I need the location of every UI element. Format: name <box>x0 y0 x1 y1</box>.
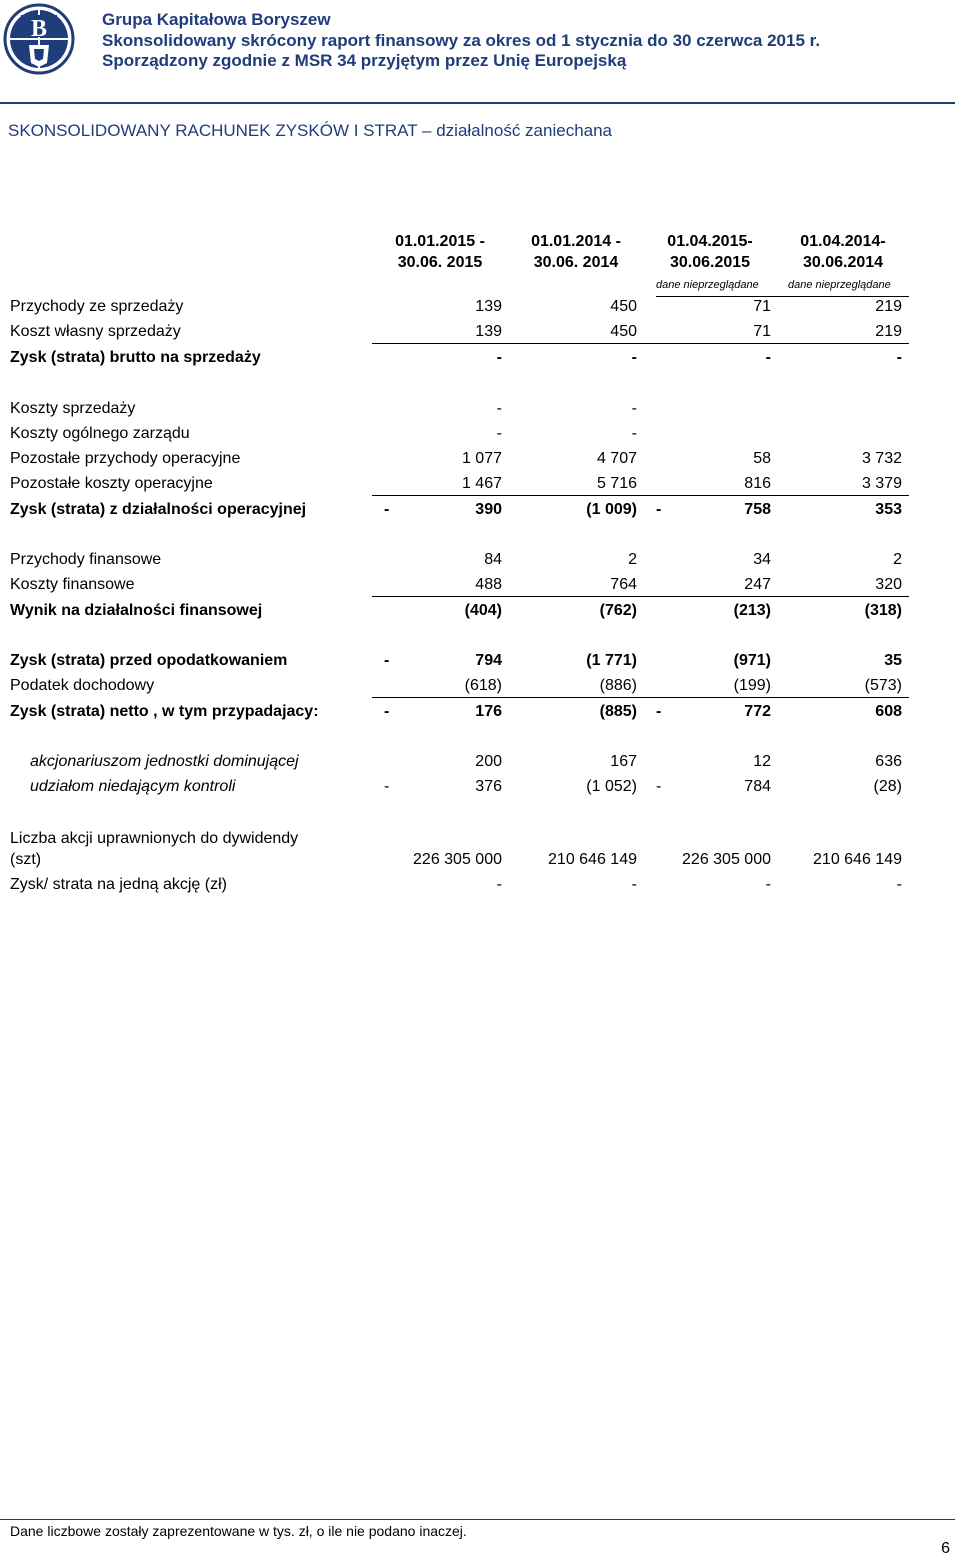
row-label: Pozostałe przychody operacyjne <box>10 450 241 467</box>
page-title: SKONSOLIDOWANY RACHUNEK ZYSKÓW I STRAT – działalność zaniechana <box>8 121 613 140</box>
report-standard: Sporządzony zgodnie z MSR 34 przyjętym przez Unię Europejską <box>102 51 627 70</box>
row-value-2: - <box>631 349 637 366</box>
shares-value-3: 226 305 000 <box>682 851 771 868</box>
row-label: Przychody ze sprzedaży <box>10 298 184 315</box>
row-value-3: 34 <box>753 551 771 568</box>
footer-note: Dane liczbowe zostały zaprezentowane w tys. zł, o ile nie podano inaczej. <box>10 1523 467 1539</box>
row-value-2: 4 707 <box>596 450 637 467</box>
table-row <box>0 775 960 800</box>
row-value-4: 3 732 <box>861 450 902 467</box>
row-value-3: 58 <box>753 450 771 467</box>
row-value-3: (213) <box>733 602 771 619</box>
company-name: Grupa Kapitałowa Boryszew <box>102 10 331 29</box>
row-label: udziałom niedającym kontroli <box>30 778 236 795</box>
row-value-4: - <box>896 349 902 366</box>
shares-value-2: 210 646 149 <box>548 851 637 868</box>
row-value-1: 390 <box>475 501 502 518</box>
row-value-4: 353 <box>875 501 902 518</box>
row-label: Podatek dochodowy <box>10 677 155 694</box>
row-label: Zysk (strata) przed opodatkowaniem <box>10 652 288 669</box>
row-value-1: 200 <box>475 753 502 770</box>
row-value-2: 167 <box>610 753 637 770</box>
row-value-2: (1 052) <box>586 778 637 795</box>
row-value-1: - <box>496 876 502 893</box>
row-value-4: 219 <box>875 323 902 340</box>
row-value-3: 784 <box>744 778 771 795</box>
row-value-1: - <box>496 349 502 366</box>
row-value-2: (886) <box>599 677 637 694</box>
table-row <box>0 873 960 898</box>
row-value-2: (1 009) <box>586 501 637 518</box>
row-value-3: 12 <box>753 753 771 770</box>
row-label: Przychody finansowe <box>10 551 162 568</box>
table-row <box>0 422 960 447</box>
shares-value-4: 210 646 149 <box>813 851 902 868</box>
table-row <box>0 750 960 775</box>
row-value-4: 35 <box>884 652 902 669</box>
row-dash-3: - <box>656 778 662 795</box>
row-value-2: 2 <box>628 551 637 568</box>
row-value-4: (318) <box>864 602 902 619</box>
row-value-2: 450 <box>610 323 637 340</box>
row-value-3: 247 <box>744 576 771 593</box>
row-value-3: 772 <box>744 703 771 720</box>
row-value-1: 376 <box>475 778 502 795</box>
subtotal-rule <box>372 495 909 496</box>
table-row <box>0 599 960 624</box>
shares-label-line2: (szt) <box>10 851 42 868</box>
row-value-1: 139 <box>475 323 502 340</box>
logo-letter: B <box>30 16 48 42</box>
report-header <box>102 10 820 72</box>
table-row <box>0 700 960 725</box>
row-value-4: 608 <box>875 703 902 720</box>
row-value-4: 636 <box>875 753 902 770</box>
row-value-2: 450 <box>610 298 637 315</box>
row-value-4: 219 <box>875 298 902 315</box>
row-value-4: 2 <box>893 551 902 568</box>
unreviewed-note-3: dane nieprzeglądane <box>656 279 759 291</box>
unreviewed-note-4: dane nieprzeglądane <box>788 279 891 291</box>
column-header-4: 01.04.2014- 30.06.2014 <box>800 233 886 271</box>
row-value-1: - <box>496 425 502 442</box>
row-value-1: 139 <box>475 298 502 315</box>
row-label: Zysk (strata) netto , w tym przypadajacy: <box>10 703 319 720</box>
row-value-4: 3 379 <box>861 475 902 492</box>
row-value-1: 1 467 <box>461 475 502 492</box>
table-row <box>0 447 960 472</box>
row-dash-1: - <box>384 652 390 669</box>
table-row <box>0 320 960 345</box>
row-dash-3: - <box>656 703 662 720</box>
row-label: Koszty finansowe <box>10 576 135 593</box>
table-row-shares <box>0 848 960 873</box>
row-dash-1: - <box>384 703 390 720</box>
row-value-3: 758 <box>744 501 771 518</box>
row-label: akcjonariuszom jednostki dominującej <box>30 753 299 770</box>
row-label: Koszty ogólnego zarządu <box>10 425 190 442</box>
table-row <box>0 573 960 598</box>
table-row <box>0 295 960 320</box>
column-header-1: 01.01.2015 - 30.06. 2015 <box>395 233 485 271</box>
table-row <box>0 397 960 422</box>
row-value-1: 84 <box>484 551 502 568</box>
row-label: Zysk/ strata na jedną akcję (zł) <box>10 876 227 893</box>
row-value-1: (404) <box>464 602 502 619</box>
row-dash-3: - <box>656 501 662 518</box>
header-divider <box>0 102 955 104</box>
row-value-3: - <box>765 876 771 893</box>
row-label: Wynik na działalności finansowej <box>10 602 263 619</box>
row-value-3: 816 <box>744 475 771 492</box>
row-value-1: 1 077 <box>461 450 502 467</box>
row-value-2: (885) <box>599 703 637 720</box>
row-value-4: (573) <box>864 677 902 694</box>
table-row <box>0 346 960 371</box>
subtotal-rule <box>372 343 909 344</box>
row-label: Zysk (strata) brutto na sprzedaży <box>10 349 261 366</box>
subtotal-rule <box>372 596 909 597</box>
row-label: Koszty sprzedaży <box>10 400 136 417</box>
row-value-4: - <box>896 876 902 893</box>
company-logo <box>3 3 75 75</box>
row-label: Koszt własny sprzedaży <box>10 323 181 340</box>
row-value-2: (762) <box>599 602 637 619</box>
row-value-2: 5 716 <box>596 475 637 492</box>
page-number: 6 <box>941 1540 950 1557</box>
row-value-2: - <box>631 876 637 893</box>
report-name: Skonsolidowany skrócony raport finansowy za okres od 1 stycznia do 30 czerwca 2015 r. <box>102 30 821 50</box>
column-header-2: 01.01.2014 - 30.06. 2014 <box>531 233 621 271</box>
row-value-1: 794 <box>475 652 502 669</box>
row-value-3: (199) <box>733 677 771 694</box>
row-value-2: - <box>631 400 637 417</box>
row-value-4: 320 <box>875 576 902 593</box>
row-value-2: (1 771) <box>586 652 637 669</box>
shares-value-1: 226 305 000 <box>413 851 502 868</box>
row-value-1: - <box>496 400 502 417</box>
row-value-1: (618) <box>464 677 502 694</box>
row-value-1: 176 <box>475 703 502 720</box>
shares-label-line1: Liczba akcji uprawnionych do dywidendy <box>10 830 299 847</box>
subtotal-rule <box>372 697 909 698</box>
row-value-2: 764 <box>610 576 637 593</box>
row-value-1: 488 <box>475 576 502 593</box>
row-label: Zysk (strata) z działalności operacyjnej <box>10 501 307 518</box>
row-dash-1: - <box>384 778 390 795</box>
row-value-4: (28) <box>873 778 902 795</box>
row-value-3: 71 <box>753 298 771 315</box>
row-value-3: 71 <box>753 323 771 340</box>
footer-divider <box>0 1519 955 1520</box>
column-header-3: 01.04.2015- 30.06.2015 <box>667 233 753 271</box>
table-row <box>0 548 960 573</box>
row-value-2: - <box>631 425 637 442</box>
table-row <box>0 649 960 674</box>
table-row <box>0 498 960 523</box>
row-dash-1: - <box>384 501 390 518</box>
table-row <box>0 472 960 497</box>
row-value-3: - <box>765 349 771 366</box>
table-row <box>0 674 960 699</box>
row-label: Pozostałe koszty operacyjne <box>10 475 213 492</box>
row-value-3: (971) <box>733 652 771 669</box>
